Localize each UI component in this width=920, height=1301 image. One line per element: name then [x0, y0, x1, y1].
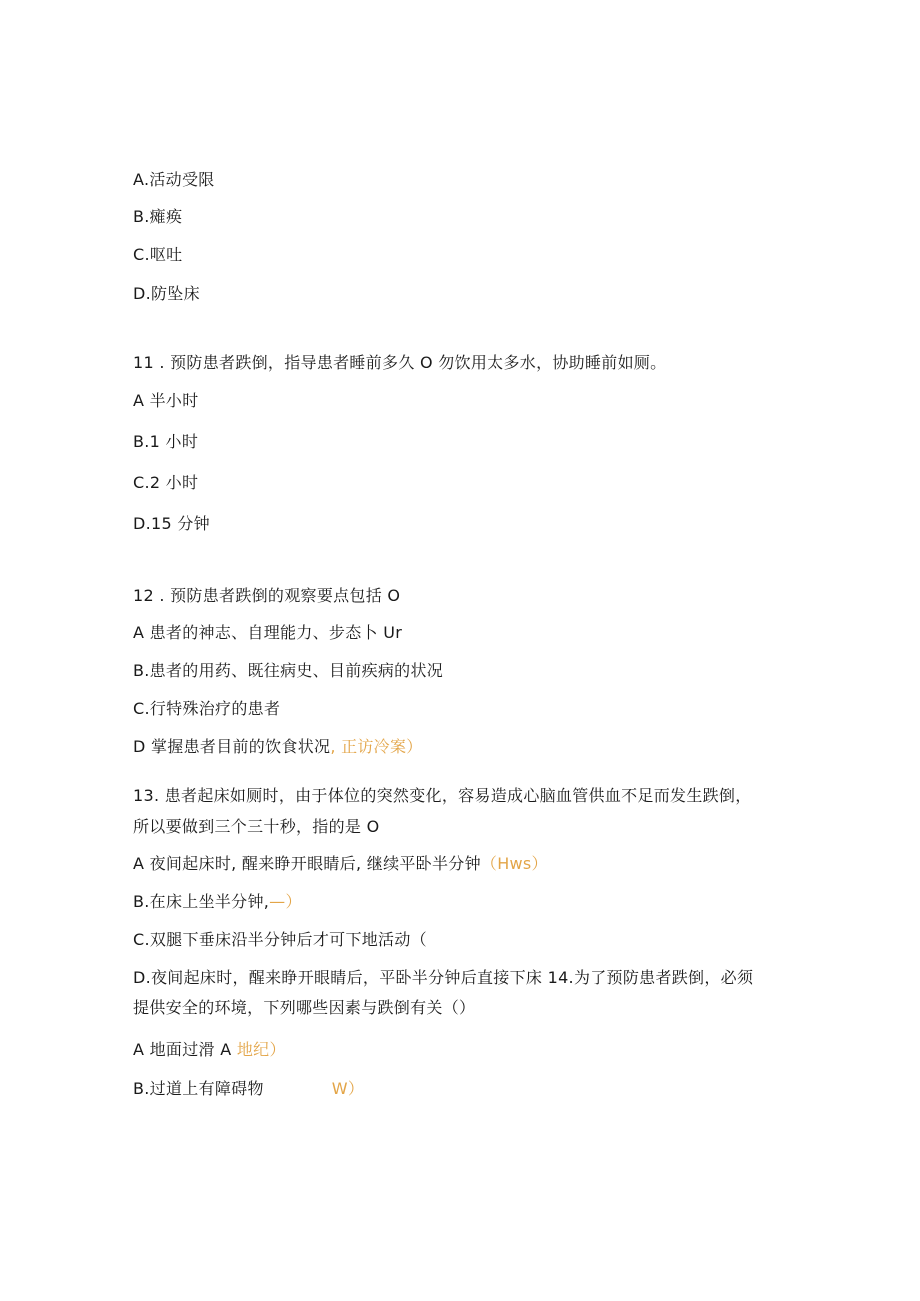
q13-option-a: [133, 854, 548, 874]
q13-option-b-annotation: —）: [269, 892, 302, 911]
q13-option-b: [133, 892, 302, 912]
q12-option-d-annotation: , 正访冷案）: [330, 737, 423, 756]
q12-option-a: A 患者的神志、自理能力、步态卜 Ur: [133, 623, 403, 642]
q14-option-a-text: A 地面过滑 A: [133, 1040, 232, 1059]
q11-option-a: A 半小时: [133, 391, 199, 410]
q14-option-a: [133, 1040, 286, 1060]
q14-stem-line2: 提供安全的环境，下列哪些因素与跌倒有关（）: [133, 998, 476, 1017]
q10-option-a: A.活动受限: [133, 170, 215, 189]
q13-option-c: C.双腿下垂床沿半分钟后才可下地活动（: [133, 930, 427, 949]
q11-stem: 11 . 预防患者跌倒，指导患者睡前多久 O 勿饮用太多水，协助睡前如厕。: [133, 353, 667, 372]
q12-option-d: [133, 737, 423, 757]
q10-option-d: D.防坠床: [133, 284, 200, 303]
q11-option-b: B.1 小时: [133, 432, 199, 451]
q14-option-b-text: B.过道上有障碍物: [133, 1079, 264, 1098]
q14-option-b: [133, 1079, 364, 1099]
q11-option-d: D.15 分钟: [133, 514, 210, 533]
q14-option-a-annotation: 地纪）: [236, 1040, 286, 1059]
q13-option-a-annotation: （Hws）: [480, 854, 548, 873]
q13-option-d: D.夜间起床时，醒来睁开眼睛后，平卧半分钟后直接下床 14.为了预防患者跌倒，必须: [133, 968, 754, 987]
q12-stem: 12 . 预防患者跌倒的观察要点包括 O: [133, 586, 401, 605]
q10-option-c: C.呕吐: [133, 245, 183, 264]
q13-stem-line1: 13. 患者起床如厕时，由于体位的突然变化，容易造成心脑血管供血不足而发生跌倒，: [133, 786, 752, 805]
q10-option-b: B.瘫痪: [133, 207, 183, 226]
q12-option-c: C.行特殊治疗的患者: [133, 699, 281, 718]
q13-option-a-text: A 夜间起床时, 醒来睁开眼睛后, 继续平卧半分钟: [133, 854, 481, 873]
q13-option-b-text: B.在床上坐半分钟,: [133, 892, 270, 911]
q12-option-d-text: D 掌握患者目前的饮食状况: [133, 737, 331, 756]
q13-stem-line2: 所以要做到三个三十秒，指的是 O: [133, 817, 380, 836]
q11-option-c: C.2 小时: [133, 473, 199, 492]
q12-option-b: B.患者的用药、既往病史、目前疾病的状况: [133, 661, 444, 680]
q14-option-b-annotation: W）: [331, 1079, 365, 1098]
